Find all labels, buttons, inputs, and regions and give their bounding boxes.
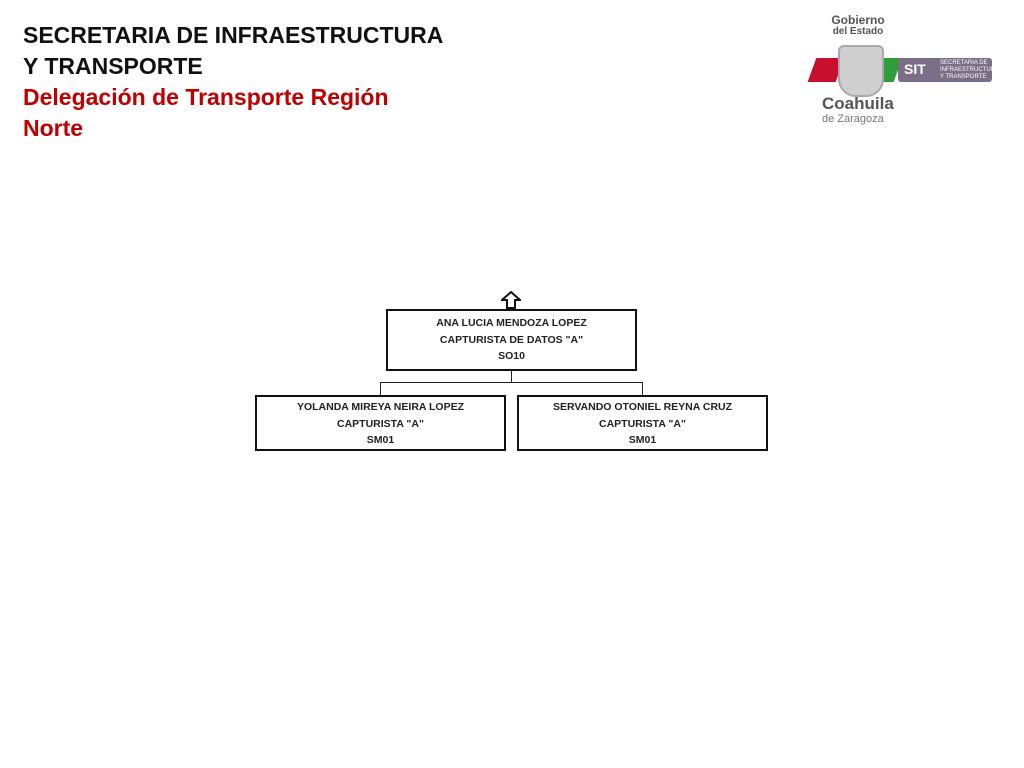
page-title [23,20,443,144]
logo-gobierno-text: Gobierno [831,13,885,27]
logo-zaragoza: de Zaragoza [822,113,884,125]
org-node-child [517,395,768,451]
title-line-2: Y TRANSPORTE [23,53,203,79]
title-line-1: SECRETARIA DE INFRAESTRUCTURA [23,22,444,48]
sit-badge [898,58,999,82]
subtitle-line-1: Delegación de Transporte Región [23,84,389,110]
org-node-head [386,309,637,371]
logo-coahuila: Coahuila [822,94,894,113]
logo-gobierno [828,14,888,38]
node-name: YOLANDA MIREYA NEIRA LOPEZ [296,401,465,413]
logo-del-estado-text: del Estado [832,26,884,37]
connector-left-drop [380,382,381,395]
node-position: CAPTURISTA "A" [599,417,686,430]
node-code: SO10 [498,350,525,362]
node-position: CAPTURISTA "A" [337,417,424,430]
up-arrow-icon [501,291,521,309]
node-name: ANA LUCIA MENDOZA LOPEZ [436,317,587,329]
sit-subtitle: SECRETARIA DE INFRAESTRUCTURA Y TRANSPORTE [940,60,999,80]
connector-right-drop [642,382,643,395]
node-code: SM01 [628,434,657,446]
node-name: SERVANDO OTONIEL REYNA CRUZ [552,401,733,413]
connector-horizontal [380,382,643,383]
node-code: SM01 [366,434,395,446]
node-position: CAPTURISTA DE DATOS "A" [439,333,584,346]
org-node-child [255,395,506,451]
coat-of-arms-icon [838,45,884,97]
government-logo [808,12,998,130]
subtitle-line-2: Norte [23,115,84,141]
sit-label: SIT [904,61,926,77]
